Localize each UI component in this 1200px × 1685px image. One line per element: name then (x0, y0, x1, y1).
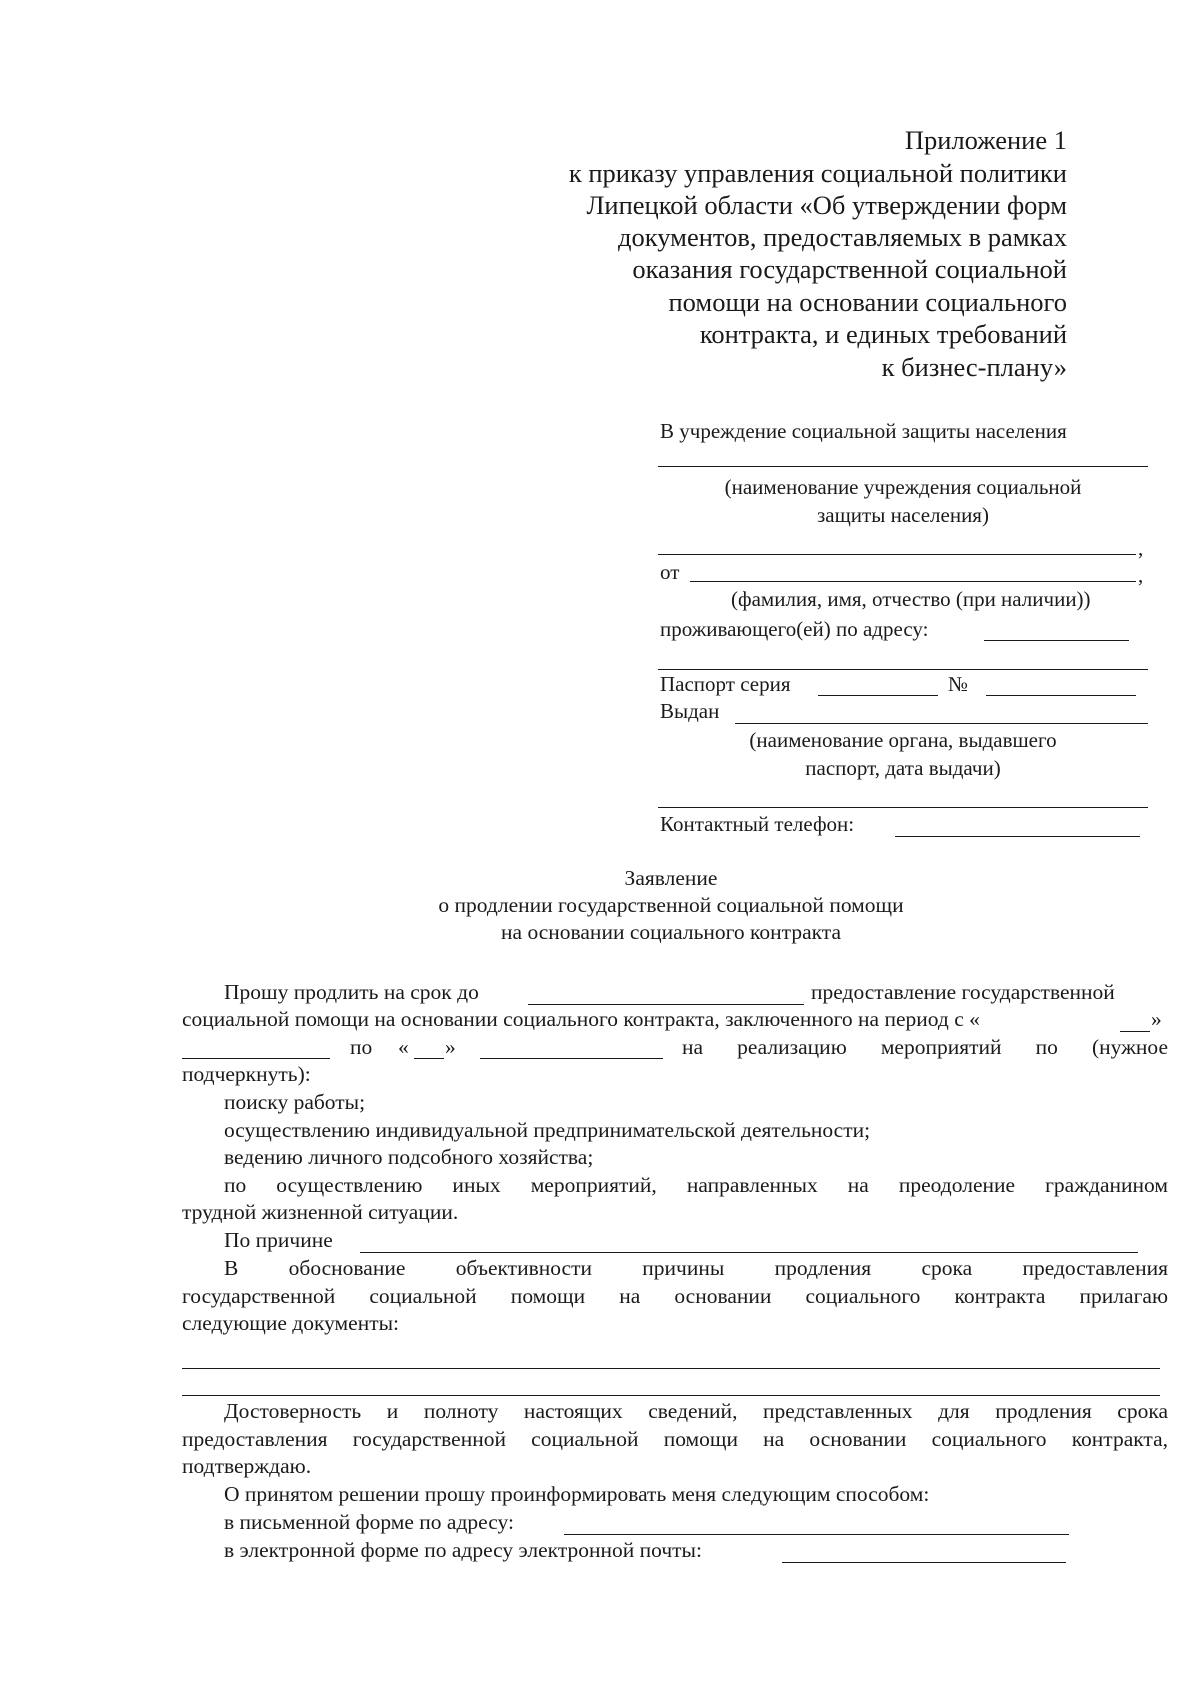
reason-field[interactable] (360, 1252, 1138, 1253)
justification-line: государственной социальной помощи на основании социального контракта прилагаю (182, 1284, 1168, 1308)
passport-number-label: № (948, 672, 969, 696)
p1-line2: социальной помощи на основании социального контракта, заключенного на период с « (182, 1007, 980, 1031)
p1-line3-end: на реализацию мероприятий по (нужное (682, 1035, 1168, 1059)
p1-end: предоставление государственной (811, 980, 1115, 1004)
passport-series-field[interactable] (818, 695, 938, 696)
institution-hint: (наименование учреждения социальной (724, 475, 1082, 499)
header-line: оказания государственной социальной (632, 254, 1067, 284)
header-line: Липецкой области «Об утверждении форм (586, 190, 1067, 220)
title-line: на основании социального контракта (501, 920, 841, 944)
written-address-field[interactable] (564, 1534, 1069, 1535)
phone-field[interactable] (895, 836, 1140, 837)
passport-series-label: Паспорт серия (660, 672, 791, 696)
title-line: о продлении государственной социальной помощи (438, 893, 904, 917)
header-line: Приложение 1 (904, 125, 1067, 155)
applicant-name-field[interactable] (690, 581, 1136, 582)
written-form-label: в письменной форме по адресу: (224, 1510, 514, 1534)
header-line: документов, предоставляемых в рамках (618, 222, 1067, 252)
reason-label: По причине (224, 1228, 333, 1252)
period-start-day-field[interactable] (1120, 1031, 1150, 1032)
header-line: контракта, и единых требований (699, 319, 1067, 349)
po-label: по (350, 1035, 373, 1059)
confirmation-line: предоставления государственной социальной помощи на основании социального контракта, (182, 1427, 1168, 1451)
extension-date-field[interactable] (528, 1004, 804, 1005)
period-start-date-field[interactable] (182, 1058, 330, 1059)
option-other-measures-cont: трудной жизненной ситуации. (182, 1200, 459, 1224)
name-hint: (фамилия, имя, отчество (при наличии)) (731, 587, 1091, 611)
option-job-search[interactable]: поиску работы; (224, 1090, 366, 1114)
option-other-measures[interactable]: по осуществлению иных мероприятий, направленных на преодоление гражданином (224, 1173, 1168, 1197)
quote-close: » (1151, 1007, 1162, 1031)
confirmation-line: Достоверность и полноту настоящих сведений, представленных для продления срока (224, 1399, 1168, 1423)
period-end-date-field[interactable] (480, 1058, 663, 1059)
email-field[interactable] (782, 1562, 1066, 1563)
quote-open: « (398, 1035, 409, 1059)
issuer-hint: (наименование органа, выдавшего (749, 728, 1057, 752)
institution-field-line[interactable] (658, 466, 1148, 467)
confirmation-line: подтверждаю. (182, 1454, 312, 1478)
period-end-day-field[interactable] (414, 1058, 444, 1059)
address-field-line-2[interactable] (658, 669, 1148, 670)
residing-label: проживающего(ей) по адресу: (660, 617, 929, 641)
issuer-field[interactable] (735, 723, 1148, 724)
electronic-form-label: в электронной форме по адресу электронной почты: (224, 1538, 702, 1562)
comma: , (1138, 563, 1144, 587)
option-subsidiary-farming[interactable]: ведению личного подсобного хозяйства; (224, 1145, 594, 1169)
issued-label: Выдан (660, 699, 720, 723)
institution-field-line-2[interactable] (658, 554, 1136, 555)
header-line: помощи на основании социального (668, 287, 1067, 317)
option-entrepreneurship[interactable]: осуществлению индивидуальной предпринимательской деятельности; (224, 1118, 871, 1142)
phone-label: Контактный телефон: (660, 812, 855, 836)
p1-start: Прошу продлить на срок до (224, 980, 479, 1004)
comma: , (1138, 536, 1144, 560)
addressee-to: В учреждение социальной защиты населения (660, 419, 1067, 443)
issuer-hint: паспорт, дата выдачи) (805, 756, 1001, 780)
passport-number-field[interactable] (986, 695, 1136, 696)
header-line: к приказу управления социальной политики (568, 158, 1067, 188)
documents-field-2[interactable] (182, 1395, 1160, 1396)
justification-line: следующие документы: (182, 1311, 400, 1335)
title-line: Заявление (624, 866, 718, 890)
from-label: от (660, 560, 680, 584)
justification-line: В обоснование объективности причины продления срока предоставления (224, 1256, 1168, 1280)
issuer-field-line-2[interactable] (658, 807, 1148, 808)
quote-close: » (445, 1035, 456, 1059)
address-field[interactable] (984, 640, 1129, 641)
p1-line4: подчеркнуть): (182, 1062, 311, 1086)
header-line: к бизнес-плану» (881, 352, 1067, 382)
documents-field[interactable] (182, 1368, 1160, 1369)
institution-hint: защиты населения) (817, 503, 989, 527)
inform-label: О принятом решении прошу проинформировать меня следующим способом: (224, 1482, 930, 1506)
